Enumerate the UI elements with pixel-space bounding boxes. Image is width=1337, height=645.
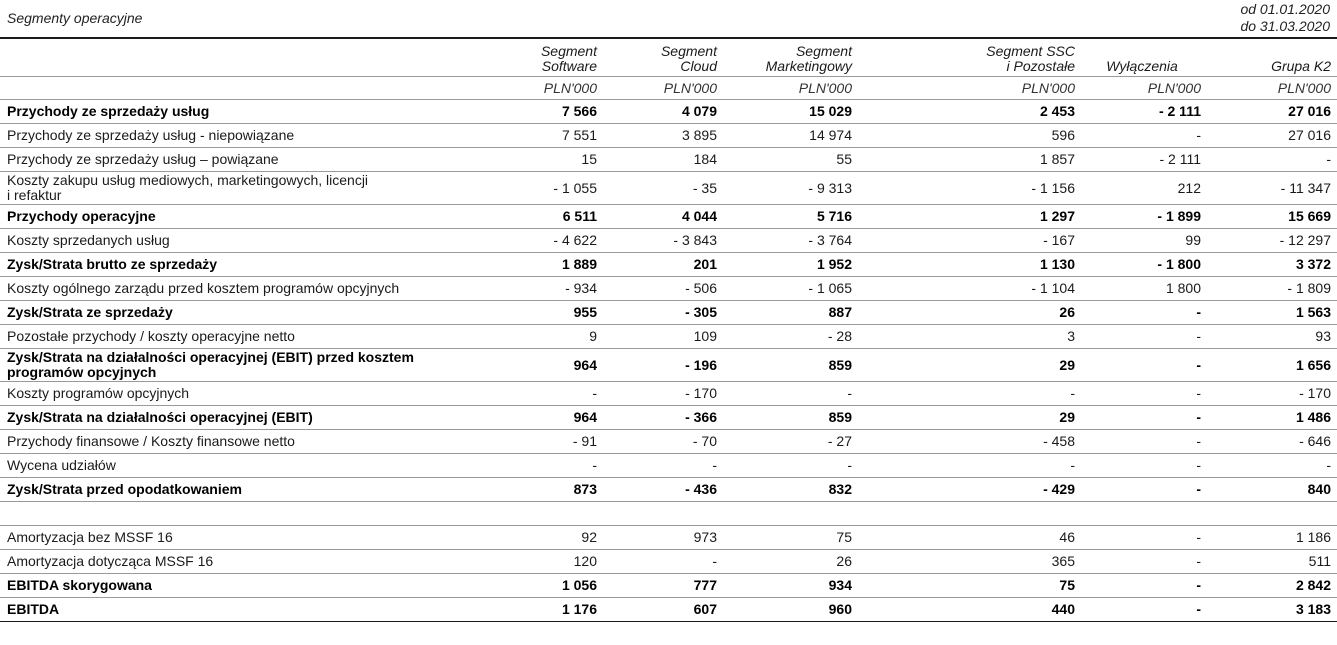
- table-row: [0, 598, 1337, 622]
- row-label-line: Zysk/Strata ze sprzedaży: [7, 304, 173, 320]
- value-cell: - 436: [601, 478, 721, 502]
- spacer-cell: [856, 502, 1079, 526]
- value-cell: 26: [856, 301, 1079, 325]
- value-cell: -: [1079, 430, 1205, 454]
- row-label: [0, 277, 475, 301]
- column-header-line2: Cloud: [680, 58, 717, 74]
- value-cell: 14 974: [721, 124, 856, 148]
- value-cell: -: [1079, 550, 1205, 574]
- table-row: [0, 148, 1337, 172]
- value-cell: 46: [856, 526, 1079, 550]
- row-label-line: Amortyzacja bez MSSF 16: [7, 529, 173, 545]
- value-cell: 964: [475, 349, 601, 382]
- table-row: [0, 124, 1337, 148]
- value-cell: - 27: [721, 430, 856, 454]
- value-cell: - 3 764: [721, 229, 856, 253]
- value-cell: 887: [721, 301, 856, 325]
- spacer-cell: [1079, 502, 1205, 526]
- table-row: [0, 229, 1337, 253]
- value-cell: -: [1205, 454, 1337, 478]
- value-cell: 1 176: [475, 598, 601, 622]
- unit-cell: PLN'000: [475, 77, 601, 100]
- column-header-line2: Marketingowy: [765, 58, 852, 74]
- value-cell: -: [1079, 382, 1205, 406]
- spacer-cell: [0, 502, 475, 526]
- value-cell: - 1 156: [856, 172, 1079, 205]
- column-header-line2: i Pozostałe: [1006, 58, 1075, 74]
- row-label: [0, 253, 475, 277]
- value-cell: 92: [475, 526, 601, 550]
- value-cell: 15 029: [721, 100, 856, 124]
- value-cell: 4 079: [601, 100, 721, 124]
- row-label: [0, 454, 475, 478]
- value-cell: -: [601, 454, 721, 478]
- value-cell: - 2 111: [1079, 100, 1205, 124]
- column-header-line1: Segment SSC: [986, 43, 1075, 59]
- row-label-line: Przychody ze sprzedaży usług: [7, 103, 210, 119]
- value-cell: - 35: [601, 172, 721, 205]
- table-row: [0, 406, 1337, 430]
- value-cell: - 429: [856, 478, 1079, 502]
- value-cell: -: [1079, 478, 1205, 502]
- row-label: [0, 478, 475, 502]
- value-cell: 7 551: [475, 124, 601, 148]
- row-label-line: Przychody ze sprzedaży usług - niepowiązane: [7, 127, 295, 143]
- row-label-line: Przychody ze sprzedaży usług – powiązane: [7, 151, 279, 167]
- value-cell: -: [1079, 124, 1205, 148]
- value-cell: 960: [721, 598, 856, 622]
- row-label: [0, 526, 475, 550]
- row-label-line: Zysk/Strata na działalności operacyjnej (EBIT): [7, 409, 313, 425]
- table-row: [0, 172, 1337, 205]
- value-cell: -: [601, 550, 721, 574]
- row-label: [0, 229, 475, 253]
- value-cell: 15: [475, 148, 601, 172]
- table-row: [0, 253, 1337, 277]
- value-cell: 15 669: [1205, 205, 1337, 229]
- value-cell: 840: [1205, 478, 1337, 502]
- value-cell: - 91: [475, 430, 601, 454]
- value-cell: - 196: [601, 349, 721, 382]
- value-cell: -: [1079, 574, 1205, 598]
- column-header-blank: [0, 40, 475, 77]
- table-row: [0, 550, 1337, 574]
- row-label-line: Koszty programów opcyjnych: [7, 385, 190, 401]
- table-row: [0, 574, 1337, 598]
- value-cell: 964: [475, 406, 601, 430]
- value-cell: 4 044: [601, 205, 721, 229]
- value-cell: - 305: [601, 301, 721, 325]
- row-label-line: Amortyzacja dotycząca MSSF 16: [7, 553, 214, 569]
- value-cell: 5 716: [721, 205, 856, 229]
- value-cell: 55: [721, 148, 856, 172]
- column-header-row: [0, 40, 1337, 77]
- row-label: [0, 148, 475, 172]
- value-cell: 2 453: [856, 100, 1079, 124]
- row-label-line: Zysk/Strata brutto ze sprzedaży: [7, 256, 218, 272]
- table-row: [0, 325, 1337, 349]
- row-label-line: i refaktur: [7, 187, 62, 203]
- report-title: Segmenty operacyjne: [7, 10, 143, 26]
- row-label: [0, 325, 475, 349]
- value-cell: - 1 809: [1205, 277, 1337, 301]
- value-cell: - 2 111: [1079, 148, 1205, 172]
- row-label: [0, 301, 475, 325]
- value-cell: 1 486: [1205, 406, 1337, 430]
- value-cell: 3 372: [1205, 253, 1337, 277]
- row-label: [0, 574, 475, 598]
- value-cell: 3 183: [1205, 598, 1337, 622]
- unit-cell: PLN'000: [601, 77, 721, 100]
- table-row: [0, 454, 1337, 478]
- value-cell: 955: [475, 301, 601, 325]
- value-cell: 27 016: [1205, 124, 1337, 148]
- value-cell: 859: [721, 406, 856, 430]
- row-label-line: programów opcyjnych: [7, 364, 157, 380]
- value-cell: 1 056: [475, 574, 601, 598]
- report-period: [1240, 1, 1330, 35]
- column-header-line2: Wyłączenia: [1106, 58, 1178, 74]
- value-cell: - 506: [601, 277, 721, 301]
- column-header-3: [856, 40, 1079, 77]
- table-row: [0, 277, 1337, 301]
- value-cell: 832: [721, 478, 856, 502]
- row-label: [0, 172, 475, 205]
- value-cell: 109: [601, 325, 721, 349]
- value-cell: 440: [856, 598, 1079, 622]
- value-cell: 184: [601, 148, 721, 172]
- value-cell: -: [1079, 526, 1205, 550]
- column-header-4: [1079, 40, 1205, 77]
- unit-row: [0, 77, 1337, 100]
- value-cell: 1 186: [1205, 526, 1337, 550]
- row-label-line: Koszty sprzedanych usług: [7, 232, 170, 248]
- table-row: [0, 430, 1337, 454]
- value-cell: 212: [1079, 172, 1205, 205]
- value-cell: 607: [601, 598, 721, 622]
- row-label-line: Przychody operacyjne: [7, 208, 156, 224]
- unit-row-blank: [0, 77, 475, 100]
- unit-cell: PLN'000: [856, 77, 1079, 100]
- value-cell: 9: [475, 325, 601, 349]
- value-cell: -: [1079, 325, 1205, 349]
- value-cell: -: [1205, 148, 1337, 172]
- value-cell: 511: [1205, 550, 1337, 574]
- spacer-cell: [475, 502, 601, 526]
- value-cell: -: [1079, 454, 1205, 478]
- value-cell: 201: [601, 253, 721, 277]
- row-label: [0, 406, 475, 430]
- value-cell: 75: [856, 574, 1079, 598]
- value-cell: 973: [601, 526, 721, 550]
- value-cell: - 3 843: [601, 229, 721, 253]
- value-cell: 29: [856, 349, 1079, 382]
- row-label: [0, 382, 475, 406]
- unit-cell: PLN'000: [1205, 77, 1337, 100]
- row-label-line: Koszty ogólnego zarządu przed kosztem programów opcyjnych: [7, 280, 400, 296]
- value-cell: 1 297: [856, 205, 1079, 229]
- column-header-line2: Software: [541, 58, 597, 74]
- value-cell: 6 511: [475, 205, 601, 229]
- value-cell: 75: [721, 526, 856, 550]
- row-label: [0, 598, 475, 622]
- value-cell: 934: [721, 574, 856, 598]
- table-row: [0, 349, 1337, 382]
- value-cell: - 28: [721, 325, 856, 349]
- value-cell: -: [1079, 598, 1205, 622]
- value-cell: - 646: [1205, 430, 1337, 454]
- period-to: do 31.03.2020: [1240, 18, 1330, 34]
- period-from: od 01.01.2020: [1240, 1, 1330, 17]
- value-cell: -: [475, 454, 601, 478]
- value-cell: 1 130: [856, 253, 1079, 277]
- segments-table-body: [0, 40, 1337, 622]
- value-cell: 2 842: [1205, 574, 1337, 598]
- value-cell: 7 566: [475, 100, 601, 124]
- value-cell: 1 889: [475, 253, 601, 277]
- value-cell: 777: [601, 574, 721, 598]
- value-cell: - 9 313: [721, 172, 856, 205]
- value-cell: 1 952: [721, 253, 856, 277]
- value-cell: 3: [856, 325, 1079, 349]
- value-cell: - 458: [856, 430, 1079, 454]
- table-row: [0, 205, 1337, 229]
- value-cell: 1 857: [856, 148, 1079, 172]
- value-cell: 27 016: [1205, 100, 1337, 124]
- value-cell: 29: [856, 406, 1079, 430]
- value-cell: 873: [475, 478, 601, 502]
- value-cell: 859: [721, 349, 856, 382]
- value-cell: 26: [721, 550, 856, 574]
- row-label: [0, 100, 475, 124]
- value-cell: -: [721, 454, 856, 478]
- value-cell: 3 895: [601, 124, 721, 148]
- spacer-row: [0, 502, 1337, 526]
- table-row: [0, 301, 1337, 325]
- row-label: [0, 205, 475, 229]
- row-label: [0, 124, 475, 148]
- value-cell: -: [1079, 301, 1205, 325]
- unit-cell: PLN'000: [1079, 77, 1205, 100]
- value-cell: - 934: [475, 277, 601, 301]
- spacer-cell: [721, 502, 856, 526]
- column-header-1: [601, 40, 721, 77]
- value-cell: - 1 065: [721, 277, 856, 301]
- value-cell: - 170: [601, 382, 721, 406]
- value-cell: - 1 800: [1079, 253, 1205, 277]
- value-cell: 1 563: [1205, 301, 1337, 325]
- value-cell: - 11 347: [1205, 172, 1337, 205]
- header-divider: [0, 37, 1337, 39]
- value-cell: - 170: [1205, 382, 1337, 406]
- value-cell: -: [721, 382, 856, 406]
- value-cell: 1 656: [1205, 349, 1337, 382]
- spacer-cell: [601, 502, 721, 526]
- row-label: [0, 349, 475, 382]
- row-label: [0, 550, 475, 574]
- value-cell: -: [1079, 406, 1205, 430]
- spacer-cell: [1205, 502, 1337, 526]
- table-row: [0, 526, 1337, 550]
- column-header-line1: Segment: [540, 43, 597, 59]
- value-cell: 93: [1205, 325, 1337, 349]
- value-cell: - 1 104: [856, 277, 1079, 301]
- value-cell: - 12 297: [1205, 229, 1337, 253]
- row-label-line: Pozostałe przychody / koszty operacyjne netto: [7, 328, 295, 344]
- column-header-5: [1205, 40, 1337, 77]
- table-row: [0, 382, 1337, 406]
- row-label-line: EBITDA skorygowana: [7, 577, 152, 593]
- table-row: [0, 478, 1337, 502]
- value-cell: - 366: [601, 406, 721, 430]
- table-row: [0, 100, 1337, 124]
- row-label-line: Zysk/Strata przed opodatkowaniem: [7, 481, 242, 497]
- value-cell: 120: [475, 550, 601, 574]
- value-cell: - 167: [856, 229, 1079, 253]
- value-cell: 1 800: [1079, 277, 1205, 301]
- row-label-line: EBITDA: [7, 601, 60, 617]
- value-cell: - 4 622: [475, 229, 601, 253]
- row-label-line: Zysk/Strata na działalności operacyjnej (EBIT) przed kosztem: [7, 349, 414, 365]
- column-header-line1: Segment: [795, 43, 852, 59]
- row-label-line: Przychody finansowe / Koszty finansowe netto: [7, 433, 295, 449]
- value-cell: - 70: [601, 430, 721, 454]
- value-cell: -: [856, 382, 1079, 406]
- value-cell: 99: [1079, 229, 1205, 253]
- column-header-line1: Segment: [660, 43, 717, 59]
- value-cell: - 1 899: [1079, 205, 1205, 229]
- segments-table: [0, 40, 1337, 622]
- value-cell: - 1 055: [475, 172, 601, 205]
- value-cell: -: [475, 382, 601, 406]
- column-header-line2: Grupa K2: [1271, 58, 1331, 74]
- value-cell: 365: [856, 550, 1079, 574]
- row-label-line: Koszty zakupu usług mediowych, marketingowych, licencji: [7, 172, 369, 188]
- value-cell: -: [1079, 349, 1205, 382]
- column-header-2: [721, 40, 856, 77]
- value-cell: -: [856, 454, 1079, 478]
- value-cell: 596: [856, 124, 1079, 148]
- column-header-0: [475, 40, 601, 77]
- row-label-line: Wycena udziałów: [7, 457, 116, 473]
- row-label: [0, 430, 475, 454]
- unit-cell: PLN'000: [721, 77, 856, 100]
